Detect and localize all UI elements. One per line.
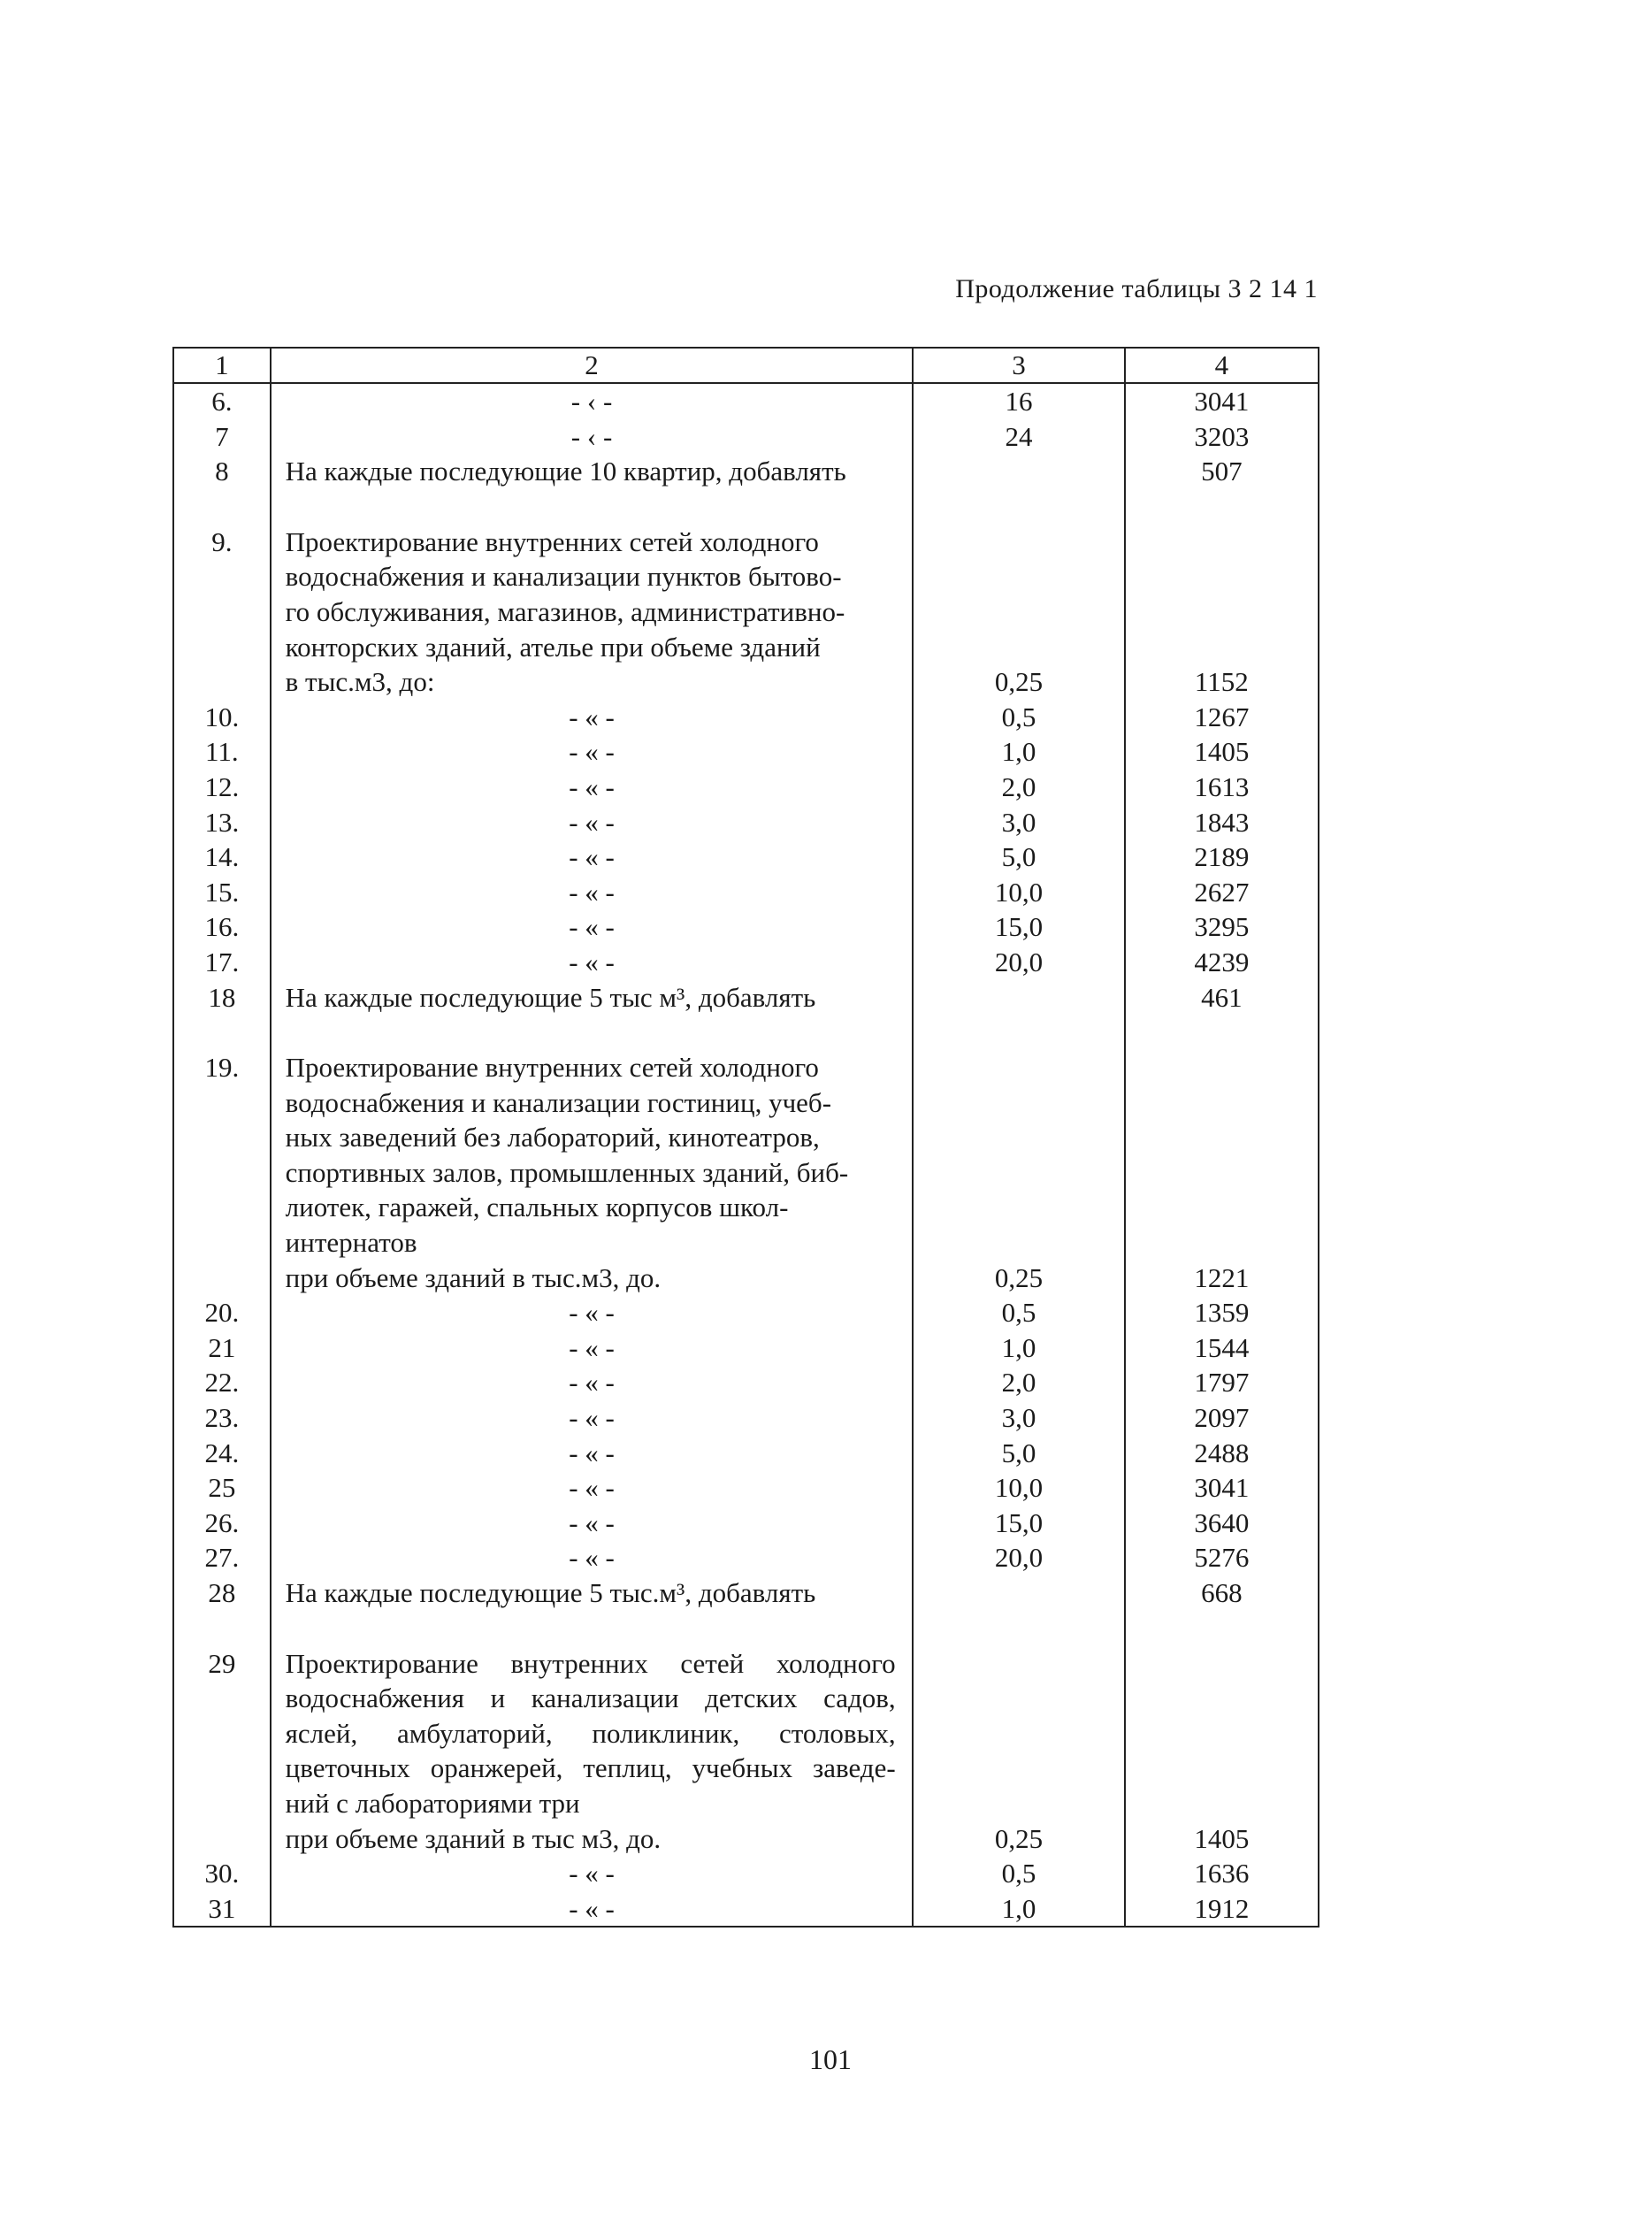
ditto-mark: - ‹ - xyxy=(270,384,913,419)
table-row xyxy=(174,1821,1318,1857)
row-description: при объеме зданий в тыс м3, до. xyxy=(270,1821,913,1857)
table-row xyxy=(174,909,1318,945)
price-value: 2488 xyxy=(1124,1436,1318,1471)
price-value: 1636 xyxy=(1124,1856,1318,1891)
row-number: 24. xyxy=(204,1437,240,1468)
row-number: 16. xyxy=(204,911,240,943)
ditto-mark: - « - xyxy=(270,945,913,980)
row-description: в тыс.м3, до: xyxy=(270,664,913,700)
table-row xyxy=(174,1261,1318,1296)
price-value: 1843 xyxy=(1124,805,1318,840)
price-value: 2627 xyxy=(1124,875,1318,910)
price-value xyxy=(1124,1646,1318,1821)
description-line: лиотек, гаражей, спальных корпусов школ- xyxy=(285,1192,789,1223)
row-description xyxy=(270,1050,913,1261)
row-number: 23. xyxy=(204,1402,240,1434)
description-line: конторских зданий, ателье при объеме зданий xyxy=(285,631,821,663)
price-value: 2097 xyxy=(1124,1400,1318,1436)
row-number: 6. xyxy=(211,386,233,417)
ditto-mark: - « - xyxy=(270,1330,913,1366)
table-row xyxy=(174,700,1318,735)
rates-table xyxy=(172,347,1319,1928)
row-number xyxy=(174,664,270,700)
table-row xyxy=(174,1470,1318,1506)
price-value: 4239 xyxy=(1124,945,1318,980)
volume-value: 0,25 xyxy=(912,664,1123,700)
table-header xyxy=(174,347,1318,384)
row-number: 9. xyxy=(211,525,233,557)
page-number: 101 xyxy=(809,2043,852,2075)
table-row xyxy=(174,839,1318,875)
ditto-mark: - « - xyxy=(270,700,913,735)
row-number: 11. xyxy=(205,736,239,768)
spacer-row xyxy=(174,1015,1318,1050)
volume-value: 0,25 xyxy=(912,1261,1123,1296)
table-row xyxy=(174,1856,1318,1891)
volume-value: 2,0 xyxy=(912,770,1123,805)
row-number: 28 xyxy=(208,1577,236,1608)
price-value xyxy=(1124,1050,1318,1261)
row-description: при объеме зданий в тыс.м3, до. xyxy=(270,1261,913,1296)
row-number: 19. xyxy=(204,1052,240,1084)
volume-value: 3,0 xyxy=(912,1400,1123,1436)
volume-value: 3,0 xyxy=(912,805,1123,840)
table-row xyxy=(174,419,1318,455)
table-row xyxy=(174,1575,1318,1611)
spacer-row xyxy=(174,489,1318,525)
table-row xyxy=(174,1646,1318,1821)
table-row xyxy=(174,980,1318,1016)
description-line: водоснабжения и канализации пунктов бытово- xyxy=(285,561,842,593)
row-number: 15. xyxy=(204,876,240,908)
ditto-mark: - « - xyxy=(270,1470,913,1506)
description-line: ных заведений без лабораторий, кинотеатров, xyxy=(285,1122,820,1153)
row-number: 14. xyxy=(204,841,240,873)
description-line: спортивных залов, промышленных зданий, биб- xyxy=(285,1156,849,1188)
header-col-1: 1 xyxy=(215,349,229,380)
price-value: 668 xyxy=(1124,1575,1318,1611)
row-number: 8 xyxy=(215,456,229,487)
table-row xyxy=(174,1295,1318,1330)
price-value: 507 xyxy=(1124,454,1318,489)
price-value: 1912 xyxy=(1124,1891,1318,1927)
table-row xyxy=(174,525,1318,664)
table-row xyxy=(174,384,1318,419)
price-value: 3041 xyxy=(1124,384,1318,419)
description-line: го обслуживания, магазинов, административно- xyxy=(285,595,845,627)
row-description: На каждые последующие 5 тыс.м³, добавлять xyxy=(270,1575,913,1611)
table-row xyxy=(174,454,1318,489)
price-value: 461 xyxy=(1124,980,1318,1016)
ditto-mark: - « - xyxy=(270,909,913,945)
table-row xyxy=(174,734,1318,770)
row-number: 31 xyxy=(208,1892,236,1924)
volume-value: 5,0 xyxy=(912,1436,1123,1471)
description-line: водоснабжения и канализации гостиниц, учеб- xyxy=(285,1086,832,1118)
table-row xyxy=(174,1891,1318,1927)
description-line: ний с лабораториями три xyxy=(285,1787,580,1819)
ditto-mark: - « - xyxy=(270,1506,913,1541)
volume-value xyxy=(912,454,1123,489)
row-number: 17. xyxy=(204,946,240,977)
volume-value: 1,0 xyxy=(912,1330,1123,1366)
row-number: 29 xyxy=(208,1647,236,1679)
price-value: 1405 xyxy=(1124,734,1318,770)
row-number: 30. xyxy=(204,1858,240,1889)
price-value xyxy=(1124,525,1318,664)
ditto-mark: - « - xyxy=(270,839,913,875)
table-row xyxy=(174,875,1318,910)
ditto-mark: - ‹ - xyxy=(270,419,913,455)
table-row xyxy=(174,1540,1318,1575)
volume-value: 10,0 xyxy=(912,1470,1123,1506)
price-value: 1797 xyxy=(1124,1365,1318,1400)
row-number: 12. xyxy=(204,770,240,802)
volume-value xyxy=(912,1646,1123,1821)
row-number: 13. xyxy=(204,806,240,838)
row-number: 25 xyxy=(208,1472,236,1504)
volume-value xyxy=(912,1050,1123,1261)
table-row xyxy=(174,1365,1318,1400)
volume-value xyxy=(912,525,1123,664)
row-description: На каждые последующие 10 квартир, добавлять xyxy=(270,454,913,489)
table-row xyxy=(174,1436,1318,1471)
description-line: интернатов xyxy=(285,1227,417,1259)
table-body xyxy=(174,384,1318,1926)
header-col-4: 4 xyxy=(1124,349,1318,382)
description-line: Проектирование внутренних сетей холодного xyxy=(285,1052,819,1084)
ditto-mark: - « - xyxy=(270,1436,913,1471)
ditto-mark: - « - xyxy=(270,1856,913,1891)
price-value: 2189 xyxy=(1124,839,1318,875)
price-value: 3640 xyxy=(1124,1506,1318,1541)
table-row xyxy=(174,770,1318,805)
volume-value: 0,5 xyxy=(912,1856,1123,1891)
price-value: 1152 xyxy=(1124,664,1318,700)
price-value: 1221 xyxy=(1124,1261,1318,1296)
volume-value: 20,0 xyxy=(912,945,1123,980)
volume-value: 20,0 xyxy=(912,1540,1123,1575)
price-value: 1405 xyxy=(1124,1821,1318,1857)
header-col-2: 2 xyxy=(270,349,913,382)
row-number: 10. xyxy=(204,701,240,732)
ditto-mark: - « - xyxy=(270,734,913,770)
row-description xyxy=(270,1646,913,1821)
table-row xyxy=(174,1506,1318,1541)
table-row xyxy=(174,1050,1318,1261)
volume-value: 0,5 xyxy=(912,700,1123,735)
description-line: водоснабжения и канализации детских садов, xyxy=(285,1682,896,1714)
volume-value: 2,0 xyxy=(912,1365,1123,1400)
row-description xyxy=(270,525,913,664)
description-line: яслей, амбулаторий, поликлиник, столовых, xyxy=(285,1717,896,1749)
table-row xyxy=(174,805,1318,840)
ditto-mark: - « - xyxy=(270,1365,913,1400)
table-row xyxy=(174,945,1318,980)
price-value: 3295 xyxy=(1124,909,1318,945)
table-caption: Продолжение таблицы 3 2 14 1 xyxy=(955,274,1318,303)
volume-value: 1,0 xyxy=(912,734,1123,770)
row-number: 7 xyxy=(215,420,229,452)
row-number: 26. xyxy=(204,1506,240,1538)
row-number xyxy=(174,1261,270,1296)
row-number: 21 xyxy=(208,1331,236,1363)
price-value: 1267 xyxy=(1124,700,1318,735)
volume-value: 0,5 xyxy=(912,1295,1123,1330)
table-row xyxy=(174,664,1318,700)
row-number xyxy=(174,1821,270,1857)
price-value: 1613 xyxy=(1124,770,1318,805)
row-number: 27. xyxy=(204,1542,240,1574)
spacer-row xyxy=(174,1611,1318,1646)
description-line: Проектирование внутренних сетей холодного xyxy=(285,525,819,557)
price-value: 3041 xyxy=(1124,1470,1318,1506)
ditto-mark: - « - xyxy=(270,1540,913,1575)
row-number: 22. xyxy=(204,1367,240,1399)
row-number: 18 xyxy=(208,981,236,1013)
volume-value: 15,0 xyxy=(912,909,1123,945)
table-row xyxy=(174,1330,1318,1366)
volume-value: 5,0 xyxy=(912,839,1123,875)
price-value: 1359 xyxy=(1124,1295,1318,1330)
ditto-mark: - « - xyxy=(270,1891,913,1927)
volume-value: 15,0 xyxy=(912,1506,1123,1541)
volume-value xyxy=(912,980,1123,1016)
row-description: На каждые последующие 5 тыс м³, добавлять xyxy=(270,980,913,1016)
ditto-mark: - « - xyxy=(270,770,913,805)
volume-value: 10,0 xyxy=(912,875,1123,910)
ditto-mark: - « - xyxy=(270,1295,913,1330)
header-col-3: 3 xyxy=(912,349,1123,382)
description-line: цветочных оранжерей, теплиц, учебных заведе- xyxy=(285,1752,896,1784)
row-number: 20. xyxy=(204,1297,240,1329)
price-value: 3203 xyxy=(1124,419,1318,455)
ditto-mark: - « - xyxy=(270,805,913,840)
volume-value: 24 xyxy=(912,419,1123,455)
description-line: Проектирование внутренних сетей холодного xyxy=(285,1647,896,1679)
volume-value: 1,0 xyxy=(912,1891,1123,1927)
volume-value: 0,25 xyxy=(912,1821,1123,1857)
price-value: 5276 xyxy=(1124,1540,1318,1575)
volume-value xyxy=(912,1575,1123,1611)
table-row xyxy=(174,1400,1318,1436)
ditto-mark: - « - xyxy=(270,1400,913,1436)
volume-value: 16 xyxy=(912,384,1123,419)
price-value: 1544 xyxy=(1124,1330,1318,1366)
ditto-mark: - « - xyxy=(270,875,913,910)
